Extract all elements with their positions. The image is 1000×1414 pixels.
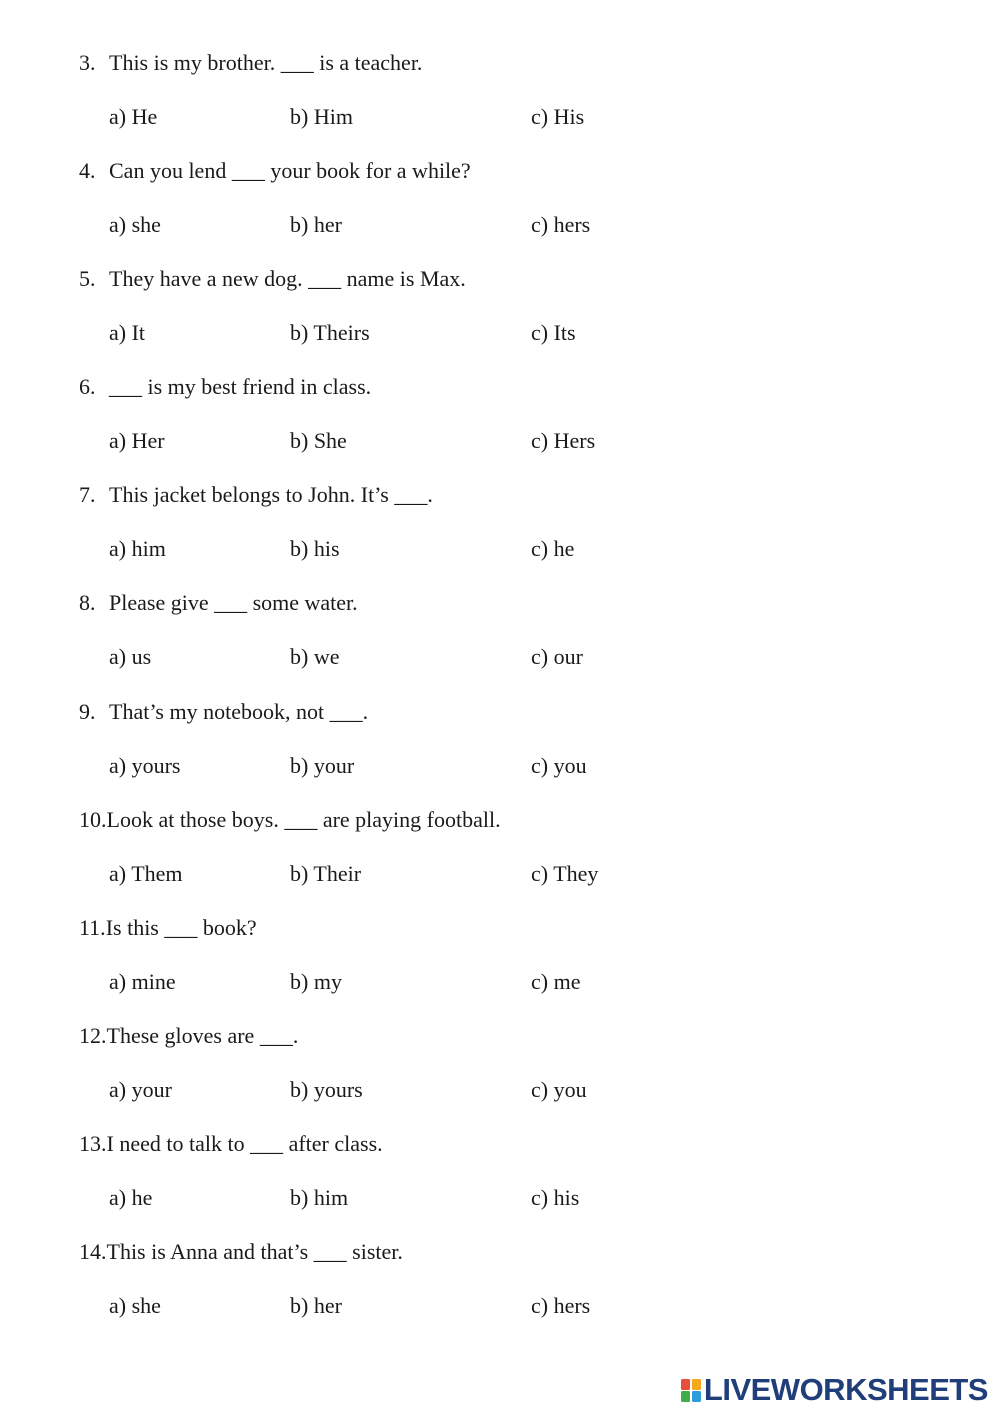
option-a[interactable]: a) mine [109,969,176,994]
question-number: 4. [79,158,96,183]
question-7 [0,478,1000,586]
option-a[interactable]: a) Them [109,861,183,886]
question-prompt [79,370,371,404]
question-10 [0,803,1000,911]
option-b[interactable]: b) her [290,212,342,237]
question-prompt [79,46,422,80]
option-a[interactable]: a) your [109,1077,172,1102]
question-prompt [79,695,368,729]
question-number: 5. [79,266,96,291]
option-b[interactable]: b) his [290,536,340,561]
option-b[interactable]: b) we [290,644,340,669]
option-c[interactable]: c) he [531,536,575,561]
option-b[interactable]: b) your [290,753,355,778]
question-prompt [79,478,433,512]
liveworksheets-logo-text: LIVEWORKSHEETS [703,1372,988,1407]
option-b[interactable]: b) her [290,1293,342,1318]
option-a[interactable]: a) yours [109,753,181,778]
option-c[interactable]: c) Its [531,320,576,345]
liveworksheets-logo-icon [680,1376,702,1404]
question-text: ___ is my best friend in class. [109,374,372,399]
question-text: I need to talk to ___ after class. [106,1131,383,1156]
question-prompt [79,154,471,188]
question-number: 13. [79,1131,107,1156]
question-text: That’s my notebook, not ___. [109,699,369,724]
option-b[interactable]: b) yours [290,1077,363,1102]
question-text: Please give ___ some water. [109,590,358,615]
option-c[interactable]: c) his [531,1185,580,1210]
question-text: Is this ___ book? [105,915,257,940]
option-c[interactable]: c) me [531,969,581,994]
option-b[interactable]: b) Theirs [290,320,370,345]
question-prompt [79,803,501,837]
question-3 [0,46,1000,154]
question-6 [0,370,1000,478]
question-8 [0,586,1000,694]
option-a[interactable]: a) she [109,212,161,237]
option-b[interactable]: b) Their [290,861,362,886]
option-a[interactable]: a) him [109,536,166,561]
question-text: Look at those boys. ___ are playing football. [106,807,501,832]
question-4 [0,154,1000,262]
question-number: 14. [79,1239,107,1264]
question-5 [0,262,1000,370]
question-prompt [79,1127,383,1161]
question-prompt [79,262,466,296]
option-a[interactable]: a) Her [109,428,165,453]
option-a[interactable]: a) He [109,104,158,129]
question-number: 6. [79,374,96,399]
option-c[interactable]: c) you [531,753,587,778]
question-number: 3. [79,50,96,75]
question-prompt [79,911,257,945]
question-13 [0,1127,1000,1235]
option-c[interactable]: c) His [531,104,585,129]
option-c[interactable]: c) you [531,1077,587,1102]
option-c[interactable]: c) our [531,644,583,669]
option-a[interactable]: a) us [109,644,152,669]
question-9 [0,695,1000,803]
question-prompt [79,1019,298,1053]
option-a[interactable]: a) he [109,1185,153,1210]
question-text: Can you lend ___ your book for a while? [109,158,471,183]
question-text: This is Anna and that’s ___ sister. [106,1239,403,1264]
option-b[interactable]: b) Him [290,104,353,129]
question-number: 7. [79,482,96,507]
option-b[interactable]: b) She [290,428,347,453]
option-a[interactable]: a) It [109,320,146,345]
option-c[interactable]: c) Hers [531,428,596,453]
question-14 [0,1235,1000,1343]
question-prompt [79,1235,403,1269]
liveworksheets-logo [680,1372,988,1408]
question-number: 12. [79,1023,107,1048]
question-text: These gloves are ___. [106,1023,299,1048]
question-12 [0,1019,1000,1127]
option-c[interactable]: c) hers [531,1293,591,1318]
question-text: This jacket belongs to John. It’s ___. [109,482,433,507]
question-11 [0,911,1000,1019]
question-text: They have a new dog. ___ name is Max. [109,266,466,291]
question-number: 8. [79,590,96,615]
question-number: 11. [79,915,106,940]
question-number: 10. [79,807,107,832]
option-c[interactable]: c) hers [531,212,591,237]
option-a[interactable]: a) she [109,1293,161,1318]
question-text: This is my brother. ___ is a teacher. [109,50,423,75]
option-b[interactable]: b) him [290,1185,349,1210]
option-c[interactable]: c) They [531,861,599,886]
question-number: 9. [79,699,96,724]
option-b[interactable]: b) my [290,969,342,994]
question-prompt [79,586,358,620]
